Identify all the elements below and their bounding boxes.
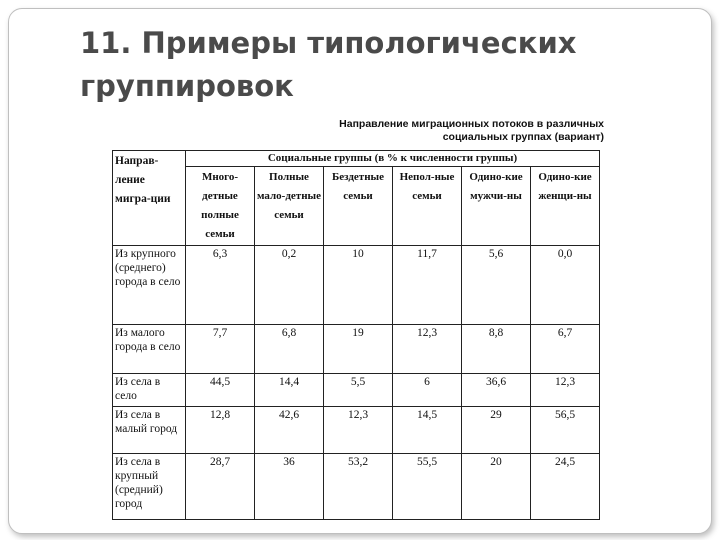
value-cell: 12,8 [186,407,255,454]
value-cell: 0,2 [255,246,324,325]
table-caption [240,118,604,144]
group-header: Социальные группы (в % к численности группы) [186,151,600,167]
value-cell: 24,5 [531,454,600,520]
value-cell: 12,3 [324,407,393,454]
value-cell: 20 [462,454,531,520]
value-cell: 14,4 [255,374,324,407]
value-cell: 6,8 [255,325,324,374]
table-row [113,407,600,454]
direction-cell: Из села в крупный (средний) город [113,454,186,520]
direction-cell: Из села в село [113,374,186,407]
value-cell: 5,6 [462,246,531,325]
table-caption-line-1: Направление миграционных потоков в различных [339,118,604,130]
value-cell: 7,7 [186,325,255,374]
corner-header: Направ-ление мигра-ции [113,151,186,246]
table-row [113,325,600,374]
value-cell: 8,8 [462,325,531,374]
value-cell: 0,0 [531,246,600,325]
table-row [113,374,600,407]
value-cell: 42,6 [255,407,324,454]
table-row [113,246,600,325]
value-cell: 19 [324,325,393,374]
value-cell: 53,2 [324,454,393,520]
value-cell: 11,7 [393,246,462,325]
value-cell: 55,5 [393,454,462,520]
column-header: Одино-кие мужчи-ны [462,167,531,246]
value-cell: 56,5 [531,407,600,454]
column-header: Бездетные семьи [324,167,393,246]
value-cell: 36 [255,454,324,520]
value-cell: 28,7 [186,454,255,520]
direction-cell: Из села в малый город [113,407,186,454]
column-header: Полные мало-детные семьи [255,167,324,246]
table-caption-line-2: социальных группах (вариант) [442,131,604,143]
direction-cell: Из малого города в село [113,325,186,374]
value-cell: 44,5 [186,374,255,407]
column-header: Непол-ные семьи [393,167,462,246]
column-header: Много-детные полные семьи [186,167,255,246]
slide-title: 11. Примеры типологических группировок [80,26,577,103]
migration-table [112,150,600,520]
value-cell: 5,5 [324,374,393,407]
value-cell: 6 [393,374,462,407]
value-cell: 36,6 [462,374,531,407]
table-row [113,454,600,520]
direction-cell: Из крупного (среднего) города в село [113,246,186,325]
value-cell: 14,5 [393,407,462,454]
value-cell: 12,3 [393,325,462,374]
column-header: Одино-кие женщи-ны [531,167,600,246]
value-cell: 6,7 [531,325,600,374]
value-cell: 29 [462,407,531,454]
value-cell: 12,3 [531,374,600,407]
value-cell: 10 [324,246,393,325]
value-cell: 6,3 [186,246,255,325]
